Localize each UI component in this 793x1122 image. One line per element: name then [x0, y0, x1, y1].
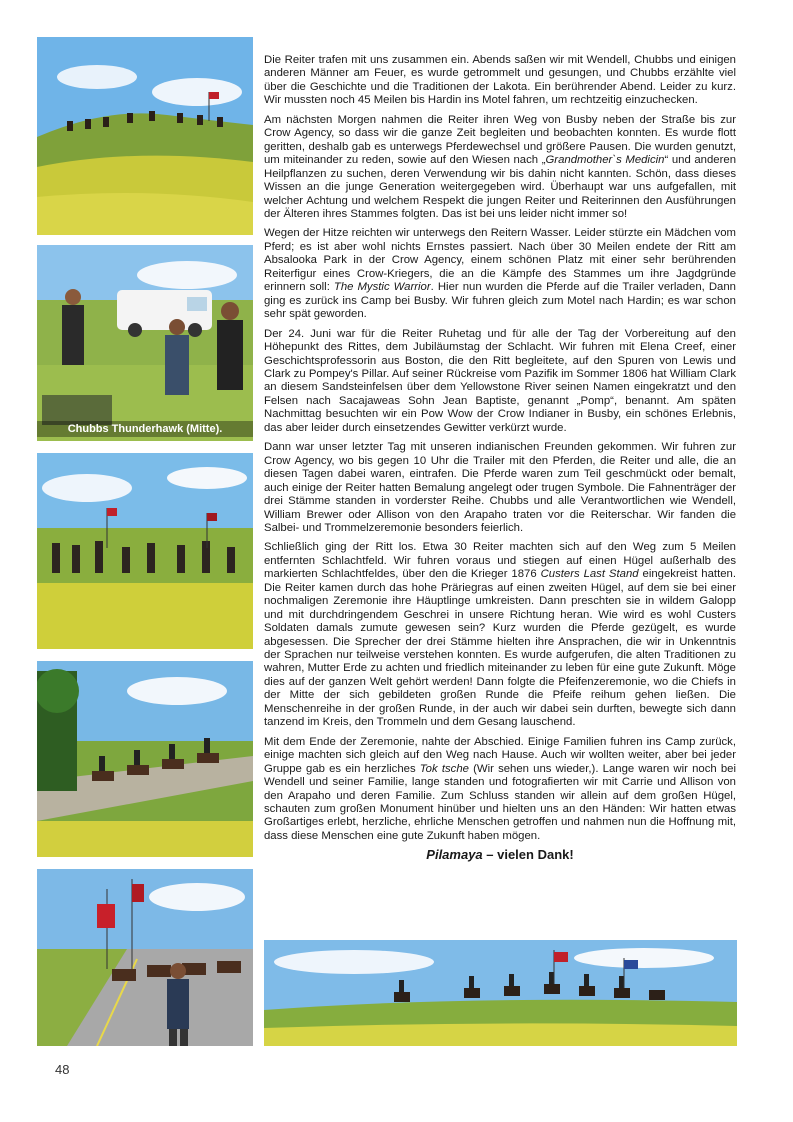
paragraph: Schließlich ging der Ritt los. Etwa 30 Reiter machten sich auf den Weg zum 5 Meilen entfernten Schlachtfeld. Wir fuhren voraus und stiegen auf einen Hügel außerhalb des markierten Schlachtfeldes, über den die Krieger 1876 Custers Last Stand eingekreist hatten. Die Reiter kamen durch das hohe Präriegras auf einen zweiten Hügel, auf dem sie bei einer nochmaligen Zeremonie ihre Häuptlinge umkreisten. Dann preschten sie in wildem Galopp und mit durchdringendem Geschrei in unsere Richtung heran. Wie wird es wohl Custers Soldaten damals zumute gewesen sein? Kurz wurden die Pferde gezügelt, es wurde abgesessen. Die Sprecher der drei Stämme hielten ihre Ansprachen, die wir in Unkenntnis der Sprachen nur teilweise verstehen konnten. Es wurde aufgerufen, die alten Traditionen zu wahren, Mutter Erde zu achten und friedlich miteinander zu leben für eine gute Zukunft. Möge dies auf der ganzen Welt gehört werden! Dann folgte die Pfeifenzeremonie, wo die Chiefs in der Mitte der sich gebildeten großen Runde die Pfeife reihum gehen ließen. Die Menschenreihe in der großen Runde, in der auch wir dabei sein durften, bewegte sich dann tanzend im Kreis, den Trommeln und dem Gesang lauschend.: [264, 541, 736, 729]
article-text: [264, 54, 736, 862]
paragraph: Die Reiter trafen mit uns zusammen ein. Abends saßen wir mit Wendell, Chubbs und einigen anderen Männer am Feuer, es wurde getrommelt und gesungen, und Chubbs erzählte viel über die Geschichte und die Traditionen der Lakota. Ein berührender Abend. Leider zu kurz. Wir mussten noch 45 Meilen bis Hardin ins Motel fahren, um rechtzeitig einzuchecken.: [264, 54, 736, 107]
flag-bearers-photo: [37, 869, 253, 1046]
photo-caption: Chubbs Thunderhawk (Mitte).: [37, 421, 253, 437]
riders-on-ridge-photo: [264, 940, 737, 1046]
page-number: 48: [55, 1062, 70, 1077]
paragraph: Am nächsten Morgen nahmen die Reiter ihren Weg von Busby neben der Straße bis zur Crow Agency, so dass wir die ganze Zeit begleiten und beobachten konnten. Es wurde flott geritten, deshalb gab es unterwegs Pferdewechsel und größere Pausen. Die wurden genutzt, um miteinander zu reden, sowie auf den Wiesen nach „Grandmother`s Medicin“ und anderen Heilpflanzen zu suchen, deren Verwendung wir bis dahin nicht kannten. Schön, dass dieses Wissen an die junge Generation weitergegeben wird. Überhaupt war uns aufgefallen, mit welcher Achtung und welchem Respekt die jungen Reiter und Reiterinnen den Ausführungen der Älteren ihres Stammes folgten. Das ist bei uns leider nicht immer so!: [264, 113, 737, 220]
chubbs-thunderhawk-photo: [37, 245, 253, 441]
gathering-in-meadow-photo: [37, 453, 253, 649]
closing-thanks: Pilamaya – vielen Dank!: [426, 847, 574, 863]
riders-on-hill-photo: [37, 37, 253, 235]
paragraph: Dann war unser letzter Tag mit unseren indianischen Freunden gekommen. Wir fuhren zur Crow Agency, wo bis gegen 10 Uhr die Trailer mit den Pferden, die Reiter und alle, die an diesen Tagen dabei waren, eintrafen. Die Pferde waren zum Teil geschmückt oder bemalt, auch einige der Reiter hatten Bemalung angelegt oder trugen Symbole. Die Fahnenträger der drei Stämme standen in vorderster Reihe. Chubbs und alle Verantwortlichen wie Wendell, William Brewer oder Allison von den Arapaho traten vor die Reiterschar. Wir fanden die Salbei- und Trommelzeremonie besonders feierlich.: [264, 441, 736, 534]
riders-on-road-photo: [37, 661, 253, 857]
paragraph: Mit dem Ende der Zeremonie, nahte der Abschied. Einige Familien fuhren ins Camp zurück, einige machten sich gleich auf den Weg nach Hause. Auch wir wollten weiter, aber bei jeder Gruppe gab es ein herzliches Tok tsche (Wir sehen uns wieder,). Lange waren wir noch bei Wendell und seiner Familie, lange standen und fotografierten wir mit Carrie und Allison von den Arapaho und deren Familie. Zum Schluss standen wir allein auf dem großen Hügel, schauten zum großen Monument hinüber und hielten uns an den Händen: Wir hatten etwas Großartiges erlebt, herzliche, ehrliche Menschen getroffen und nahmen nun die Hoffnung mit, dass diese Menschen eine gute Zukunft haben mögen.: [264, 735, 736, 842]
paragraph: Der 24. Juni war für die Reiter Ruhetag und für alle der Tag der Vorbereitung auf den Höhepunkt des Rittes, dem Jubiläumstag der Schlacht. Wir fuhren mit Elena Creef, einer Geschichtsprofessorin aus Boston, die den Ritt begleitete, auf den Spuren von Lewis und Clark zu Pompey's Pillar. Auf seiner Rückreise vom Pazifik im Sommer 1806 hat William Clark an diesem Sandsteinfelsen über dem Yellowstone River seinen Namen eingekratzt und den Felsen nach Sacajaweas Sohn Jean Baptiste, genannt „Pomp“, benannt. Am späten Nachmittag besuchten wir ein Pow Wow der Crow Indianer in Busby, ein schönes Erlebnis, das aber leider durch einsetzendes Gewitter verkürzt wurde.: [264, 327, 736, 434]
paragraph: Wegen der Hitze reichten wir unterwegs den Reitern Wasser. Leider stürzte ein Mädchen vom Pferd; es ist aber wohl nichts Ernstes passiert. Nach über 30 Meilen endete der Ritt am Absalooka Park in der Crow Agency, einem schönen Platz mit einer sehr berührenden Reiterfigur eines Crow-Kriegers, die an die Kämpfe des Stammes um ihre Jagdgründe erinnern soll: The Mystic Warrior. Hier nun wurden die Pferde auf die Trailer verladen, Dann ging es zurück ins Camp bei Busby. Wir fuhren gleich zum Motel nach Hardin; es war schon sehr spät geworden.: [264, 227, 736, 321]
